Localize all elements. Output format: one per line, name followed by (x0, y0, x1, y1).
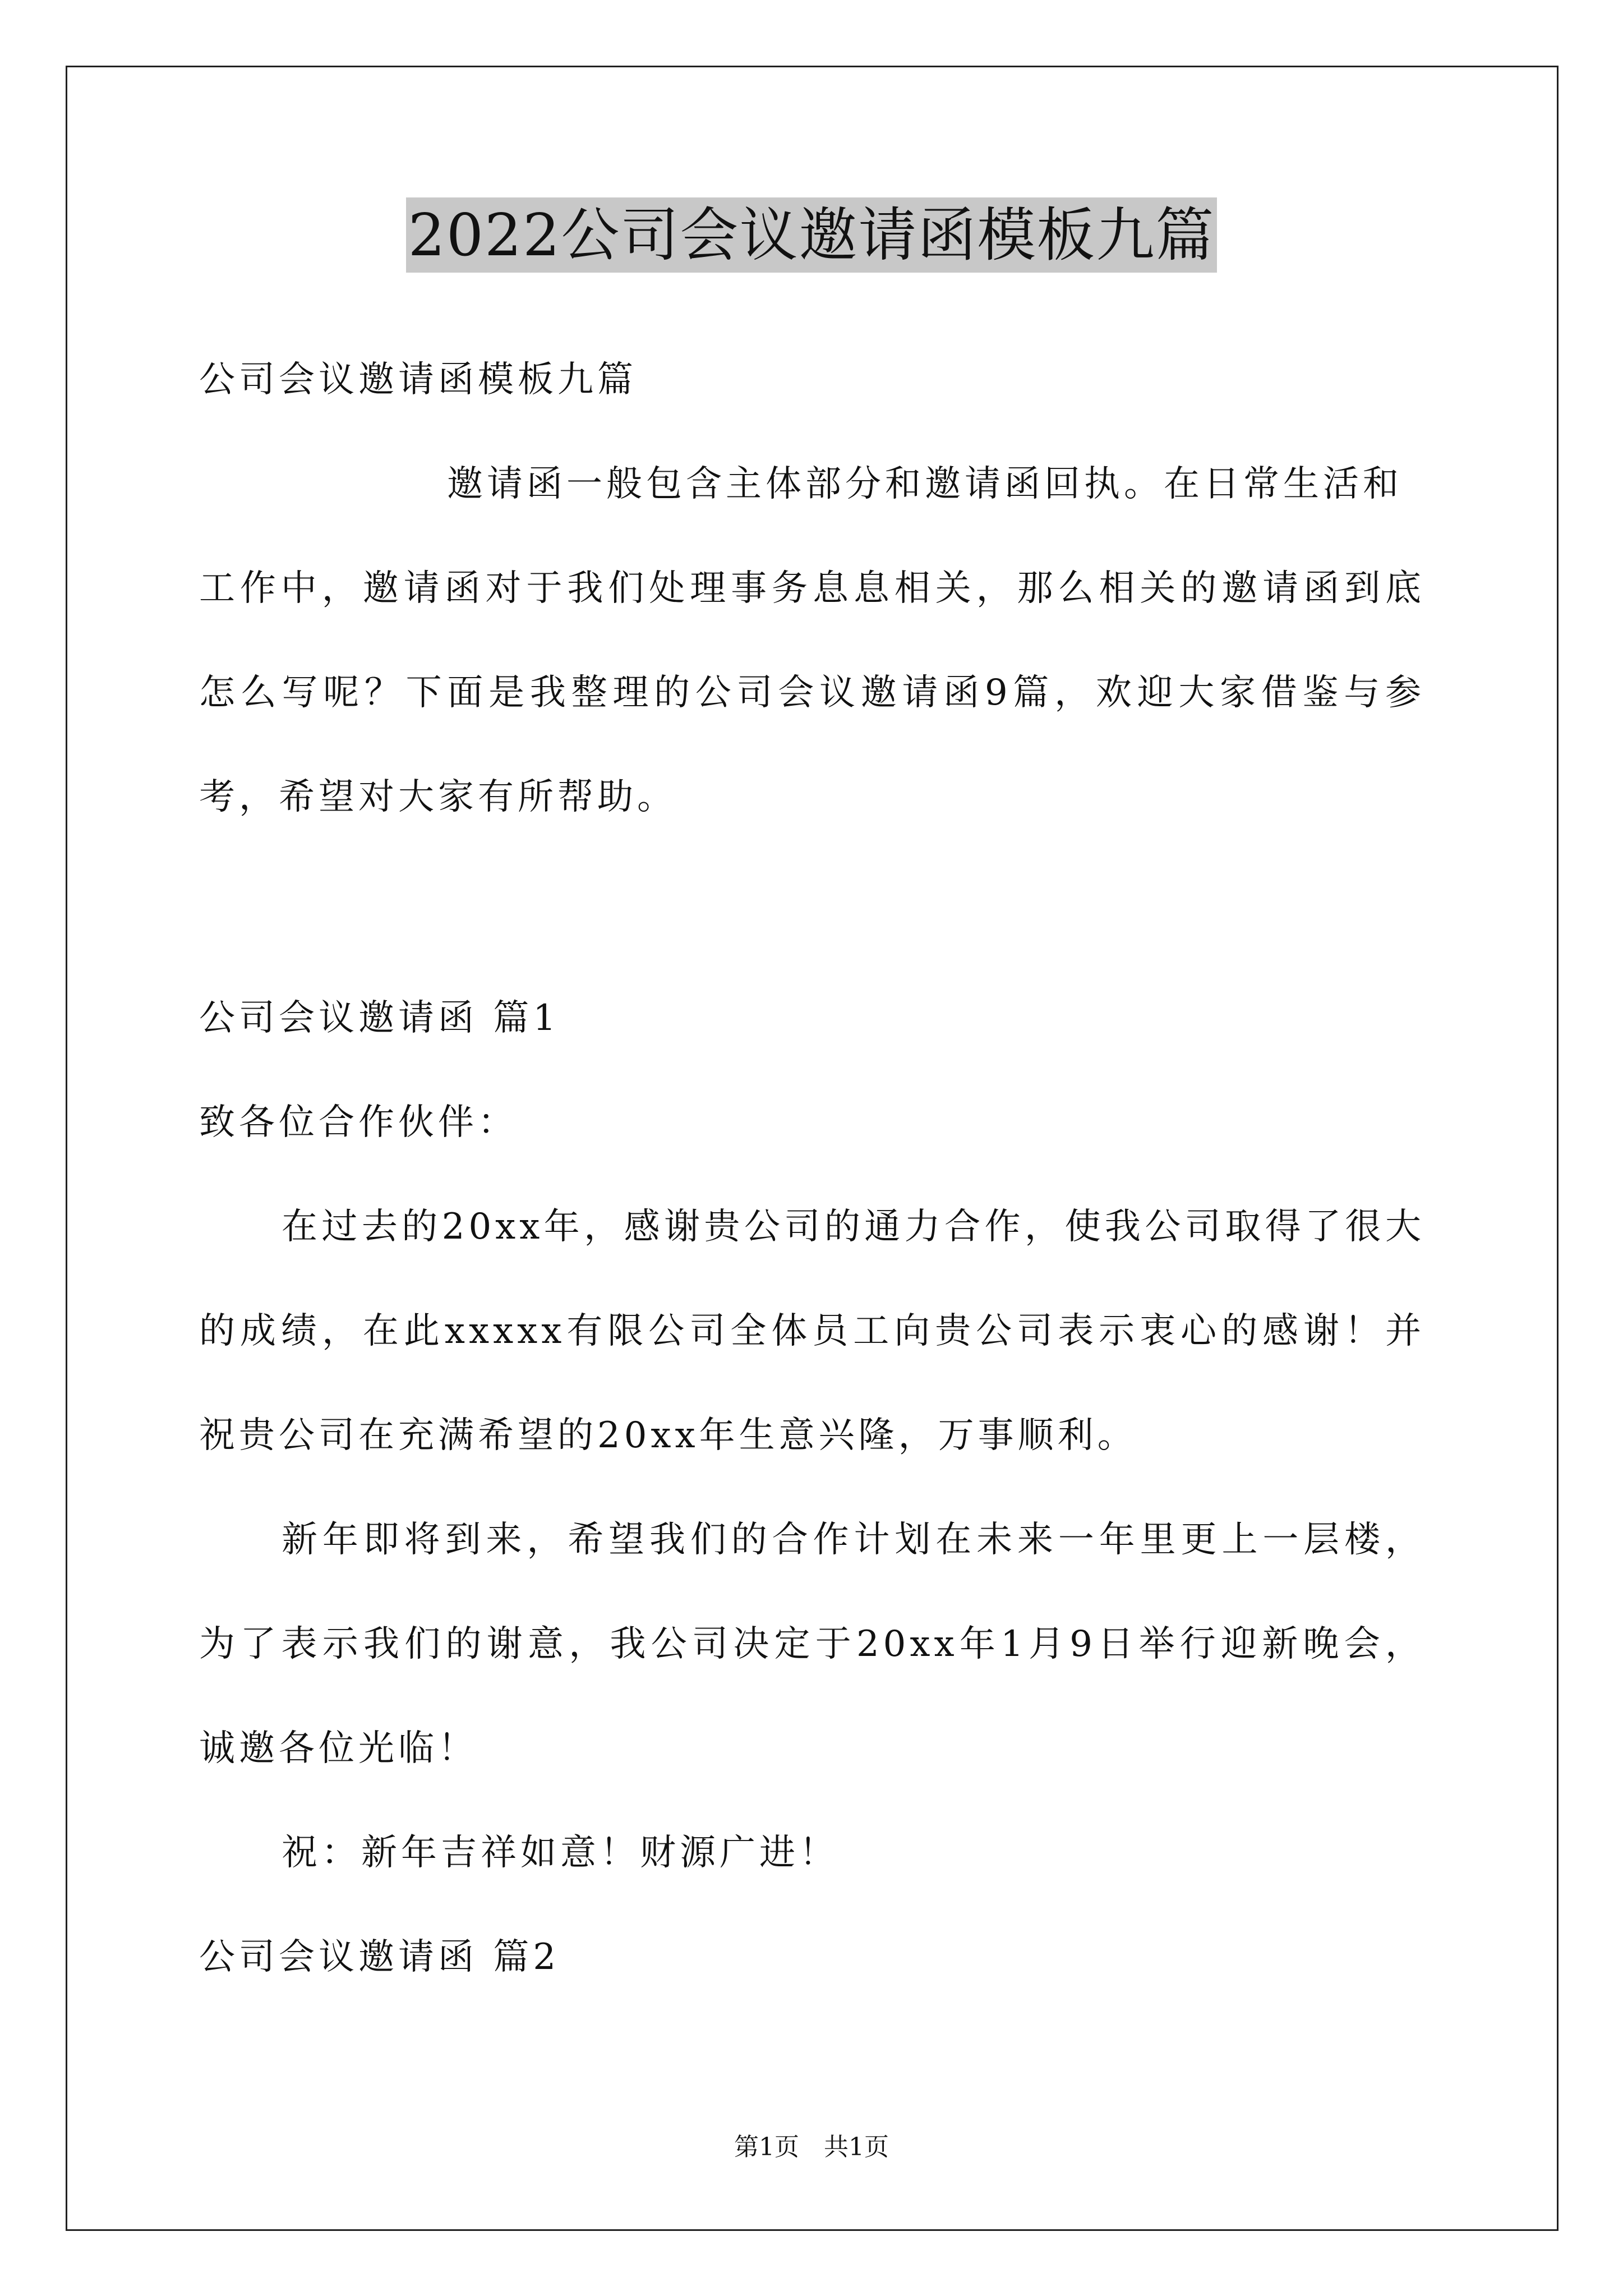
document-title: 2022公司会议邀请函模板九篇 (406, 197, 1218, 273)
intro-line-3: 怎么写呢？下面是我整理的公司会议邀请函9篇，欢迎大家借鉴与参 (199, 672, 1425, 714)
salutation: 致各位合作伙伴： (199, 1102, 518, 1143)
title-container (0, 197, 1623, 273)
intro-line-1: 邀请函一般包含主体部分和邀请函回执。在日常生活和 (447, 463, 1403, 505)
section-2-heading: 公司会议邀请函 篇2 (199, 1936, 560, 1978)
paragraph-2-line-1: 新年即将到来，希望我们的合作计划在未来一年里更上一层楼， (282, 1519, 1425, 1561)
page-number: 第1页 (734, 2133, 799, 2161)
page-footer (0, 2132, 1623, 2163)
intro-line-2: 工作中，邀请函对于我们处理事务息息相关，那么相关的邀请函到底 (199, 568, 1425, 609)
paragraph-2-line-3: 诚邀各位光临！ (199, 1728, 478, 1769)
subtitle: 公司会议邀请函模板九篇 (199, 359, 637, 401)
page-total: 共1页 (824, 2133, 889, 2161)
paragraph-1-line-2: 的成绩，在此xxxxx有限公司全体员工向贵公司表示衷心的感谢！并 (199, 1310, 1425, 1352)
paragraph-1-line-3: 祝贵公司在充满希望的20xx年生意兴隆，万事顺利。 (199, 1415, 1137, 1456)
section-1-heading: 公司会议邀请函 篇1 (199, 997, 560, 1039)
intro-line-4: 考，希望对大家有所帮助。 (199, 776, 677, 818)
paragraph-2-line-2: 为了表示我们的谢意，我公司决定于20xx年1月9日举行迎新晚会， (199, 1623, 1425, 1665)
closing-line: 祝：新年吉祥如意！财源广进！ (282, 1832, 839, 1874)
paragraph-1-line-1: 在过去的20xx年，感谢贵公司的通力合作，使我公司取得了很大 (282, 1206, 1425, 1248)
